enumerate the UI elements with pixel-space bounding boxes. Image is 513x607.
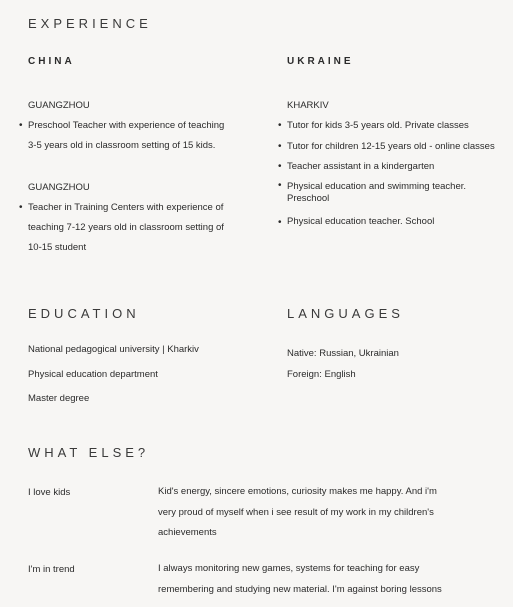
china-job-1-line-1: Preschool Teacher with experience of teaching: [28, 120, 225, 131]
ukraine-heading: UKRAINE: [287, 56, 354, 67]
what-else-desc-2-line-1: I always monitoring new games, systems for teaching for easy: [158, 563, 420, 574]
china-city-2: GUANGZHOU: [28, 182, 90, 193]
education-heading: EDUCATION: [28, 306, 140, 321]
ukraine-job-1-text: Tutor for kids 3-5 years old. Private classes: [287, 120, 469, 131]
what-else-desc-2-line-2: remembering and studying new material. I'm against boring lessons: [158, 583, 442, 595]
languages-native: Native: Russian, Ukrainian: [287, 348, 399, 359]
ukraine-city: KHARKIV: [287, 100, 329, 111]
bullet-icon: •: [278, 161, 282, 172]
education-department: Physical education department: [28, 369, 158, 380]
ukraine-job-3-text: Teacher assistant in a kindergarten: [287, 161, 435, 172]
what-else-desc-2: [158, 559, 442, 600]
china-job-1: [19, 116, 225, 156]
what-else-heading: WHAT ELSE?: [28, 445, 150, 460]
china-city-1: GUANGZHOU: [28, 100, 90, 111]
ukraine-job-4-line-1: Physical education and swimming teacher.: [287, 181, 467, 192]
bullet-icon: •: [19, 120, 23, 131]
ukraine-job-2-text: Tutor for children 12-15 years old - online classes: [287, 141, 495, 152]
ukraine-job-1: [278, 116, 469, 136]
bullet-icon: •: [278, 120, 282, 131]
ukraine-job-4: [278, 180, 467, 205]
china-job-2-line-3: 10-15 student: [28, 242, 87, 253]
ukraine-job-4-line-2: Preschool: [287, 193, 330, 204]
bullet-icon: •: [278, 217, 282, 228]
bullet-icon: •: [278, 180, 282, 191]
china-job-2-line-2: teaching 7-12 years old in classroom setting of: [28, 222, 224, 233]
education-university: National pedagogical university | Kharkiv: [28, 344, 199, 355]
what-else-desc-1-line-2: very proud of myself when i see result of my work in my children's: [158, 506, 434, 518]
ukraine-job-5-text: Physical education teacher. School: [287, 216, 435, 227]
what-else-label-1: I love kids: [28, 487, 71, 498]
languages-heading: LANGUAGES: [287, 306, 404, 321]
bullet-icon: •: [278, 141, 282, 152]
experience-heading: EXPERIENCE: [28, 16, 152, 31]
china-job-2: [19, 198, 224, 258]
ukraine-job-2: [278, 137, 495, 157]
ukraine-job-5: [278, 216, 435, 228]
what-else-desc-1: [158, 482, 437, 544]
languages-foreign: Foreign: English: [287, 369, 356, 380]
what-else-desc-1-line-1: Kid's energy, sincere emotions, curiosity makes me happy. And i'm: [158, 486, 437, 497]
china-job-2-line-1: Teacher in Training Centers with experience of: [28, 202, 224, 213]
what-else-desc-1-line-3: achievements: [158, 527, 217, 538]
education-degree: Master degree: [28, 393, 90, 404]
china-job-1-line-2: 3-5 years old in classroom setting of 15 kids.: [28, 140, 216, 151]
china-heading: CHINA: [28, 56, 75, 67]
what-else-label-2: I'm in trend: [28, 564, 75, 575]
bullet-icon: •: [19, 202, 23, 213]
ukraine-job-3: [278, 157, 435, 177]
